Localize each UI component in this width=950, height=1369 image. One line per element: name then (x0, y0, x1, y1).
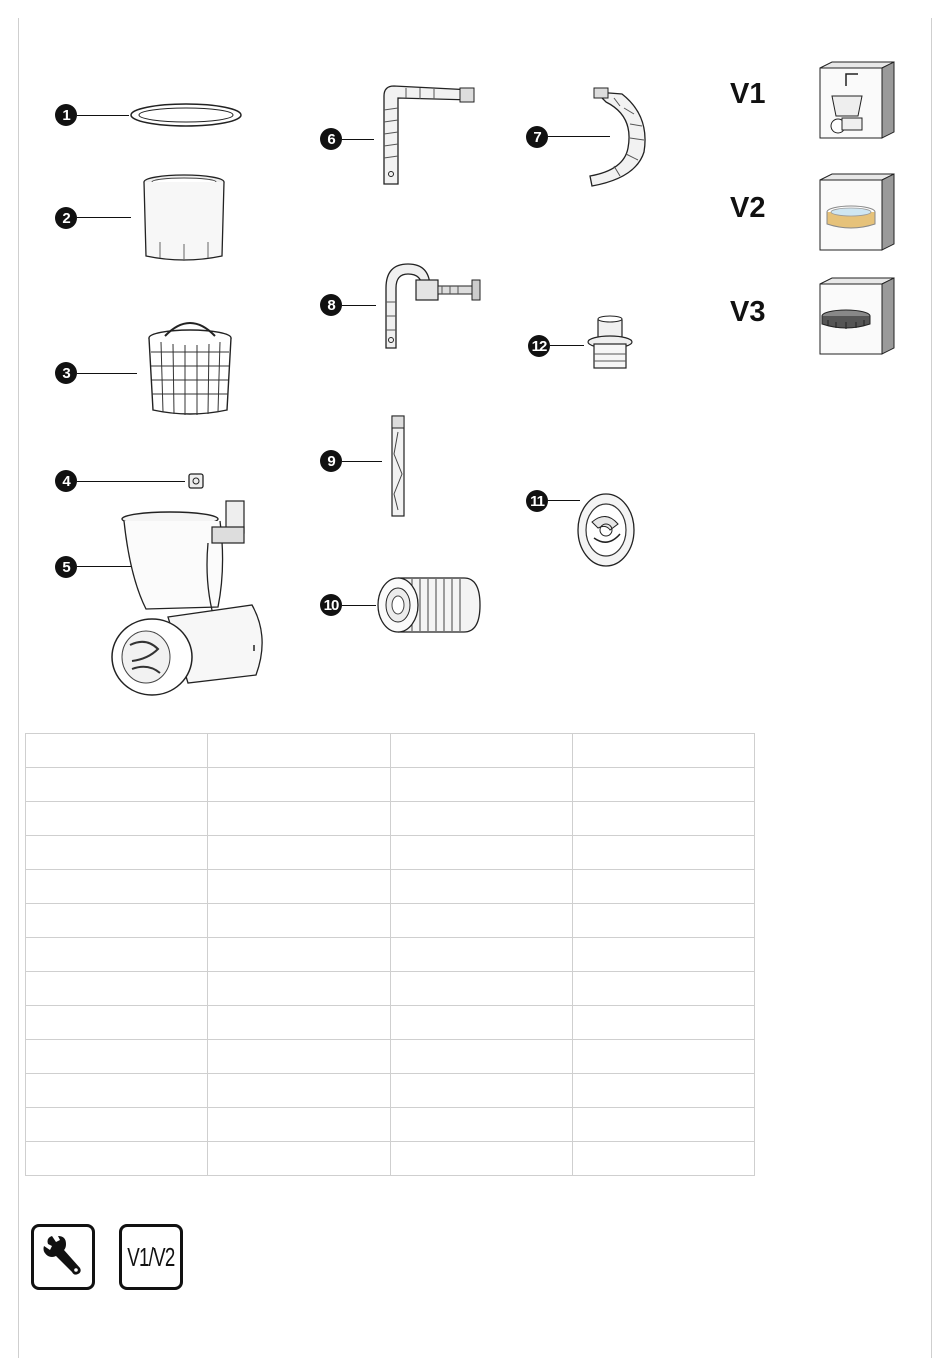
table-cell (572, 870, 754, 904)
table-cell (26, 836, 208, 870)
table-cell (572, 802, 754, 836)
table-cell (26, 734, 208, 768)
table-cell (572, 734, 754, 768)
table-row (26, 1108, 755, 1142)
variant-label-v2: V2 (730, 192, 766, 224)
part-number-badge: 2 (55, 207, 77, 229)
variant-label-v3: V3 (730, 296, 766, 328)
part-number-badge: 3 (55, 362, 77, 384)
strainer-basket-drawing (145, 314, 235, 418)
table-cell (208, 836, 390, 870)
table-cell (390, 734, 572, 768)
table-cell (26, 802, 208, 836)
hose-adapter-drawing (584, 314, 636, 374)
table-row (26, 904, 755, 938)
table-cell (208, 768, 390, 802)
curved-hanger-drawing (584, 86, 656, 190)
table-cell (390, 1108, 572, 1142)
table-cell (26, 1006, 208, 1040)
table-cell (208, 938, 390, 972)
clamp-bracket-drawing (376, 258, 486, 354)
part-number-badge: 12 (528, 335, 550, 357)
leader-line (342, 139, 374, 140)
table-cell (26, 1040, 208, 1074)
table-cell (390, 836, 572, 870)
part-number-badge: 9 (320, 450, 342, 472)
part-number-badge: 4 (55, 470, 77, 492)
table-cell (208, 870, 390, 904)
skimmer-package-icon (818, 60, 898, 140)
table-cell (572, 1074, 754, 1108)
leader-line (77, 217, 131, 218)
table-cell (572, 836, 754, 870)
wrench-icon-box (31, 1224, 95, 1290)
table-cell (208, 734, 390, 768)
table-cell (208, 1006, 390, 1040)
filter-cartridge-drawing (374, 574, 484, 636)
o-ring-drawing (128, 100, 244, 130)
table-row (26, 1006, 755, 1040)
table-cell (208, 904, 390, 938)
support-rod-drawing (386, 414, 410, 520)
table-cell (390, 1040, 572, 1074)
part-number-badge: 11 (526, 490, 548, 512)
table-cell (390, 802, 572, 836)
table-cell (390, 1006, 572, 1040)
part-number-badge: 6 (320, 128, 342, 150)
table-cell (208, 972, 390, 1006)
part-number-badge: 10 (320, 594, 342, 616)
table-cell (26, 1074, 208, 1108)
table-row (26, 1142, 755, 1176)
lid-package-icon (818, 276, 898, 356)
table-cell (26, 1108, 208, 1142)
table-cell (208, 802, 390, 836)
table-cell (208, 1142, 390, 1176)
wrench-icon (40, 1234, 86, 1280)
table-cell (572, 904, 754, 938)
pool-package-icon (818, 172, 898, 252)
table-cell (26, 1142, 208, 1176)
right-margin-line (931, 18, 932, 1358)
table-cell (572, 938, 754, 972)
table-cell (390, 938, 572, 972)
leader-line (342, 605, 376, 606)
table-cell (26, 938, 208, 972)
table-cell (26, 904, 208, 938)
skimmer-body-drawing (108, 497, 268, 701)
left-margin-line (18, 18, 19, 1358)
part-number-badge: 8 (320, 294, 342, 316)
table-cell (208, 1108, 390, 1142)
variant-icon-label: V1/V2 (127, 1241, 175, 1272)
table-cell (390, 972, 572, 1006)
hanger-bracket-drawing (376, 80, 480, 190)
leader-line (77, 481, 185, 482)
table-cell (390, 870, 572, 904)
table-row (26, 768, 755, 802)
variant-label-v1: V1 (730, 78, 766, 110)
table-cell (26, 870, 208, 904)
table-row (26, 1040, 755, 1074)
table-row (26, 836, 755, 870)
part-number-badge: 5 (55, 556, 77, 578)
leader-line (77, 115, 129, 116)
table-cell (26, 972, 208, 1006)
table-cell (572, 972, 754, 1006)
leader-line (342, 461, 382, 462)
table-cell (572, 1108, 754, 1142)
table-cell (26, 768, 208, 802)
table-cell (390, 1142, 572, 1176)
part-number-badge: 7 (526, 126, 548, 148)
table-cell (208, 1074, 390, 1108)
table-row (26, 802, 755, 836)
table-row (26, 734, 755, 768)
table-cell (572, 1006, 754, 1040)
table-cell (572, 768, 754, 802)
strainer-housing-drawing (136, 172, 232, 266)
table-row (26, 870, 755, 904)
table-row (26, 1074, 755, 1108)
table-cell (208, 1040, 390, 1074)
clip-drawing (186, 471, 206, 491)
variant-icon (119, 1224, 183, 1290)
leader-line (77, 373, 137, 374)
table-cell (572, 1040, 754, 1074)
adapter-flange-drawing (574, 490, 638, 570)
parts-table (25, 733, 755, 1176)
table-row (26, 972, 755, 1006)
leader-line (550, 345, 584, 346)
table-cell (572, 1142, 754, 1176)
table-cell (390, 1074, 572, 1108)
table-row (26, 938, 755, 972)
part-number-badge: 1 (55, 104, 77, 126)
leader-line (342, 305, 376, 306)
table-cell (390, 904, 572, 938)
table-cell (390, 768, 572, 802)
